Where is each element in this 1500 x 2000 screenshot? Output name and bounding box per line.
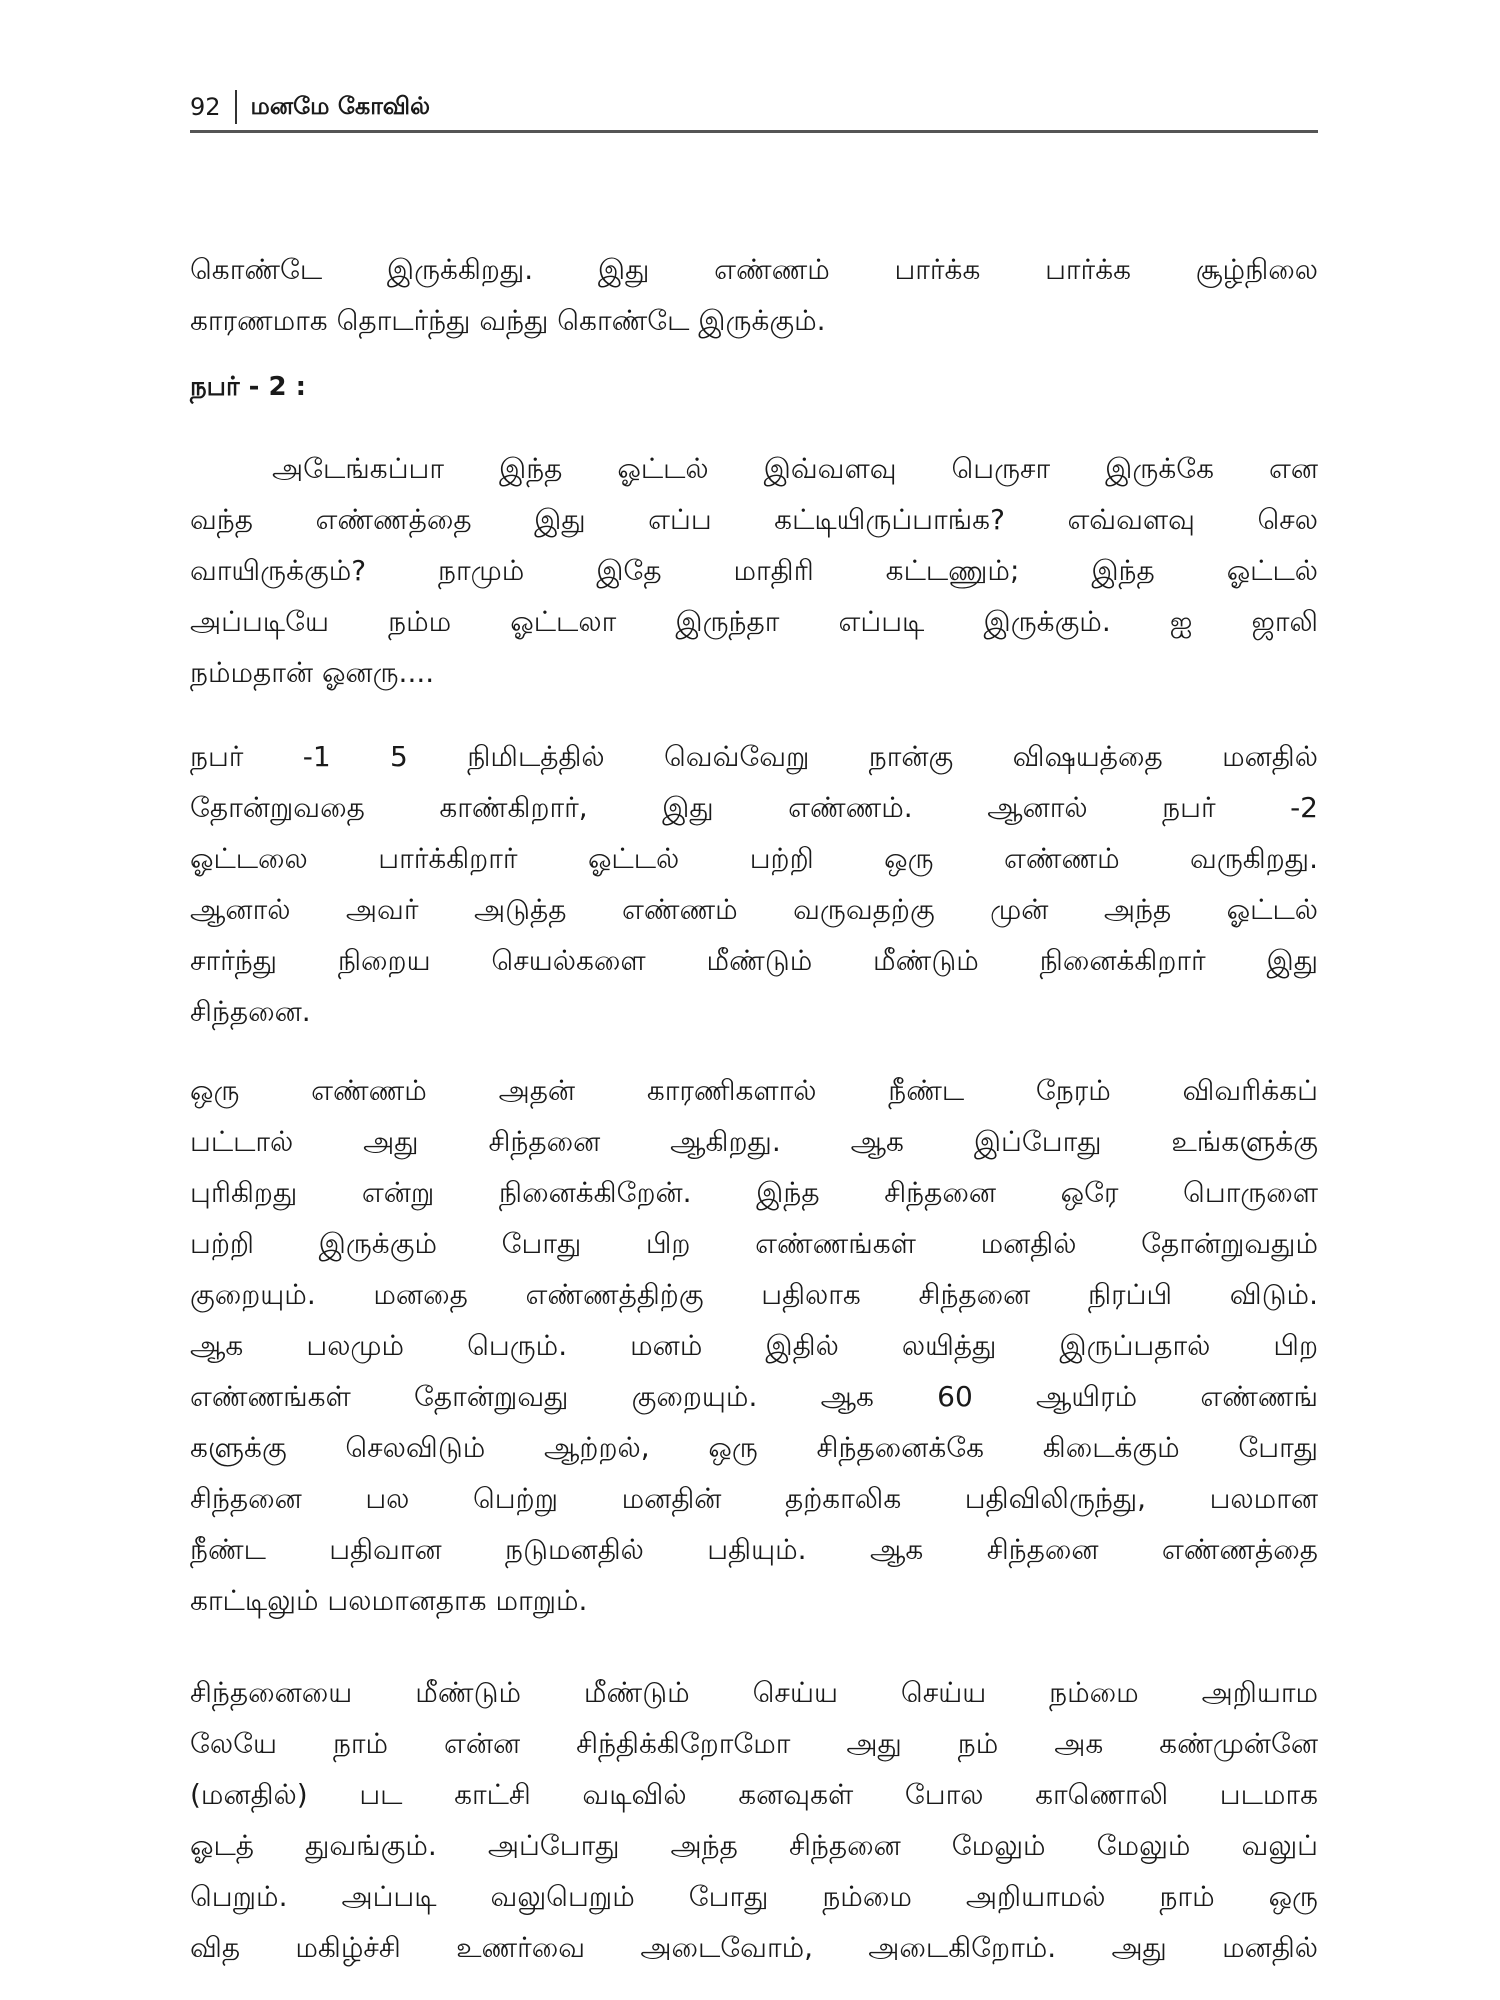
text-line: பட்டால் அது சிந்தனை ஆகிறது. ஆக இப்போது உங்களுக்கு <box>190 1125 1318 1158</box>
header-rule <box>190 130 1318 133</box>
paragraph <box>190 1667 1318 1973</box>
text-line: சார்ந்து நிறைய செயல்களை மீண்டும் மீண்டும் நினைக்கிறார் இது <box>190 944 1318 977</box>
text-line: ஒரு எண்ணம் அதன் காரணிகளால் நீண்ட நேரம் விவரிக்கப் <box>190 1074 1318 1107</box>
text-line: ஓட்டலை பார்க்கிறார் ஓட்டல் பற்றி ஒரு எண்ணம் வருகிறது. <box>190 842 1318 875</box>
text-line: பெறும். அப்படி வலுபெறும் போது நம்மை அறியாமல் நாம் ஒரு <box>190 1880 1318 1913</box>
text-line: ஆனால் அவர் அடுத்த எண்ணம் வருவதற்கு முன் அந்த ஓட்டல் <box>190 893 1318 926</box>
section-heading: நபர் - 2 : <box>190 372 307 402</box>
paragraph <box>190 443 1318 698</box>
text-line: காட்டிலும் பலமானதாக மாறும். <box>190 1584 588 1617</box>
text-line: புரிகிறது என்று நினைக்கிறேன். இந்த சிந்தனை ஒரே பொருளை <box>190 1176 1318 1209</box>
text-line: (மனதில்) பட காட்சி வடிவில் கனவுகள் போல காணொலி படமாக <box>190 1778 1318 1811</box>
text-line: தோன்றுவதை காண்கிறார், இது எண்ணம். ஆனால் நபர் -2 <box>190 791 1318 824</box>
text-line: ஆக பலமும் பெரும். மனம் இதில் லயித்து இருப்பதால் பிற <box>190 1329 1318 1362</box>
paragraph <box>190 731 1318 1037</box>
text-line: சிந்தனை. <box>190 995 311 1028</box>
text-line: வந்த எண்ணத்தை இது எப்ப கட்டியிருப்பாங்க? எவ்வளவு செல <box>190 503 1318 536</box>
running-title: மனமே கோவில் <box>250 91 430 120</box>
text-line: நபர் -1 5 நிமிடத்தில் வெவ்வேறு நான்கு விஷயத்தை மனதில் <box>190 740 1318 773</box>
text-line: ஓடத் துவங்கும். அப்போது அந்த சிந்தனை மேலும் மேலும் வலுப் <box>190 1829 1318 1862</box>
text-line: அப்படியே நம்ம ஓட்டலா இருந்தா எப்படி இருக்கும். ஐ ஜாலி <box>190 605 1318 638</box>
paragraph <box>190 1065 1318 1626</box>
text-line: குறையும். மனதை எண்ணத்திற்கு பதிலாக சிந்தனை நிரப்பி விடும். <box>190 1278 1318 1311</box>
text-line: களுக்கு செலவிடும் ஆற்றல், ஒரு சிந்தனைக்கே கிடைக்கும் போது <box>190 1431 1318 1464</box>
text-line: வித மகிழ்ச்சி உணர்வை அடைவோம், அடைகிறோம். அது மனதில் <box>190 1931 1318 1964</box>
text-line: நம்மதான் ஓனரு.... <box>190 656 435 689</box>
text-line: அடேங்கப்பா இந்த ஓட்டல் இவ்வளவு பெருசா இருக்கே என <box>272 452 1318 485</box>
text-line: லேயே நாம் என்ன சிந்திக்கிறோமோ அது நம் அக கண்முன்னே <box>190 1727 1318 1760</box>
text-line: பற்றி இருக்கும் போது பிற எண்ணங்கள் மனதில் தோன்றுவதும் <box>190 1227 1318 1260</box>
text-line: காரணமாக தொடர்ந்து வந்து கொண்டே இருக்கும். <box>190 304 826 337</box>
page-number: 92 <box>190 90 237 124</box>
text-line: சிந்தனை பல பெற்று மனதின் தற்காலிக பதிவிலிருந்து, பலமான <box>190 1482 1318 1515</box>
running-header <box>190 90 430 124</box>
text-line: சிந்தனையை மீண்டும் மீண்டும் செய்ய செய்ய நம்மை அறியாம <box>190 1676 1318 1709</box>
text-line: வாயிருக்கும்? நாமும் இதே மாதிரி கட்டணும்; இந்த ஓட்டல் <box>190 554 1318 587</box>
text-line: எண்ணங்கள் தோன்றுவது குறையும். ஆக 60 ஆயிரம் எண்ணங் <box>190 1380 1318 1413</box>
text-line: நீண்ட பதிவான நடுமனதில் பதியும். ஆக சிந்தனை எண்ணத்தை <box>190 1533 1318 1566</box>
paragraph <box>190 244 1318 346</box>
text-line: கொண்டே இருக்கிறது. இது எண்ணம் பார்க்க பார்க்க சூழ்நிலை <box>190 253 1318 286</box>
